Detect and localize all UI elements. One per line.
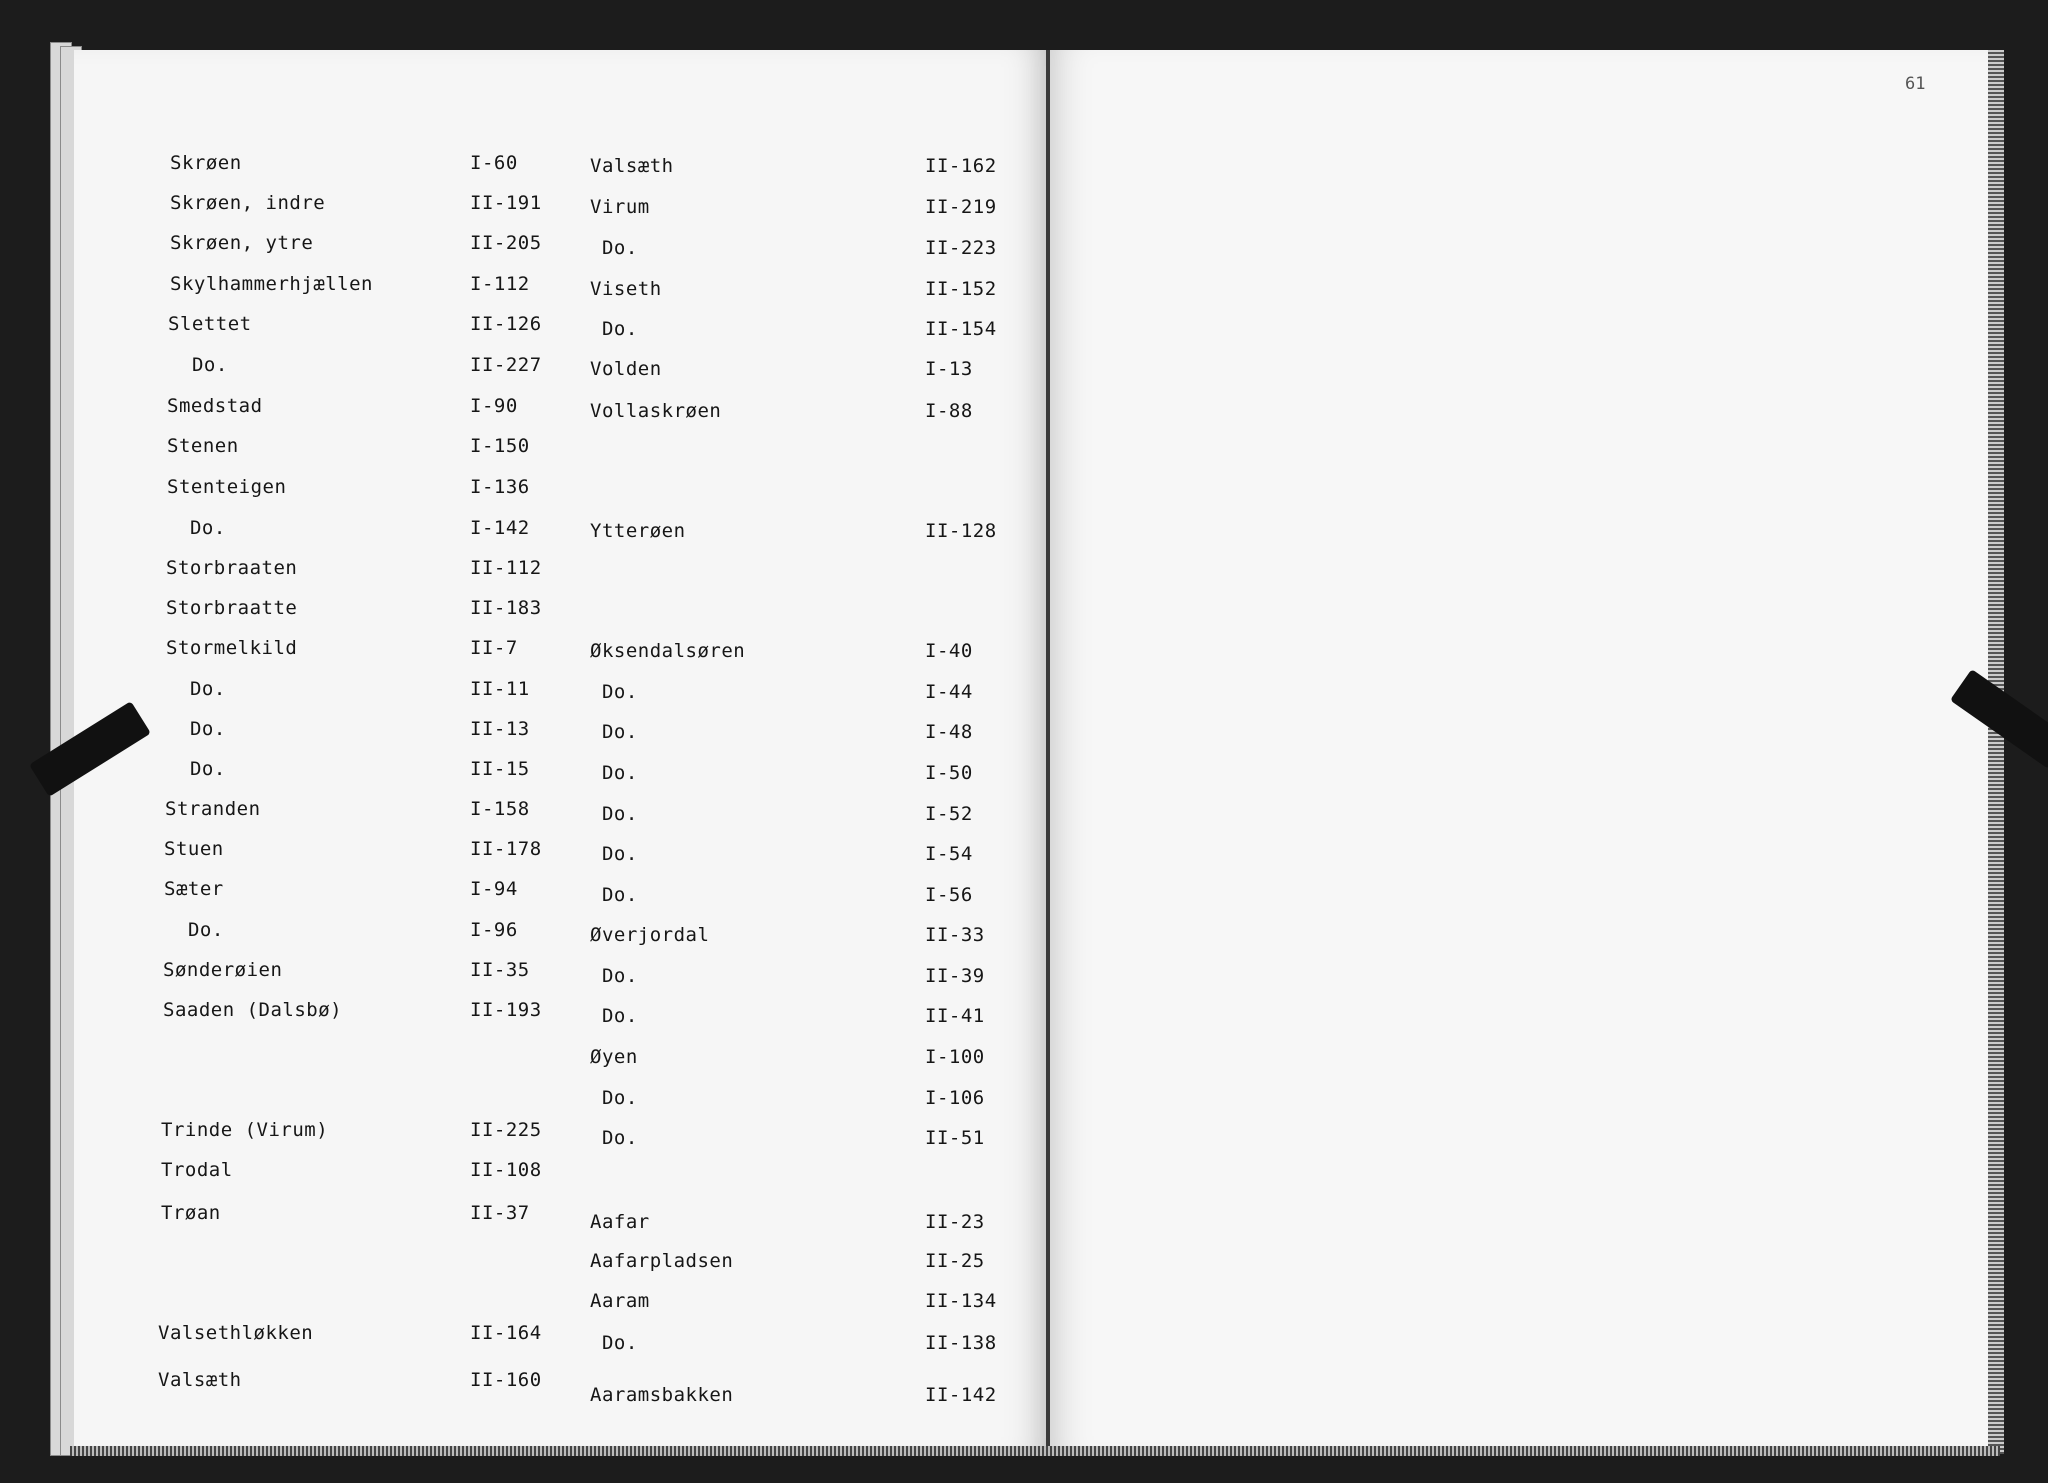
left-entry-ref: II-37 <box>470 1202 530 1224</box>
right-entry-ref: II-162 <box>925 155 997 177</box>
left-entry-ref: II-225 <box>470 1119 542 1141</box>
left-entry-name: Valsethløkken <box>158 1322 314 1344</box>
right-entry-name: Do. <box>590 1332 638 1354</box>
left-entry-ref: II-193 <box>470 999 542 1021</box>
right-entry-ref: II-23 <box>925 1211 985 1233</box>
right-entry-name: Aafar <box>590 1211 650 1233</box>
right-entry-ref: I-50 <box>925 762 973 784</box>
right-entry-name: Do. <box>590 681 638 703</box>
right-entry-name: Do. <box>590 1005 638 1027</box>
left-entry-ref: I-96 <box>470 919 518 941</box>
left-entry-ref: II-108 <box>470 1159 542 1181</box>
left-entry-ref: II-7 <box>470 637 518 659</box>
left-entry-ref: I-94 <box>470 878 518 900</box>
right-page <box>1050 50 1990 1454</box>
left-entry-name: Slettet <box>168 313 252 335</box>
right-entry-name: Do. <box>590 843 638 865</box>
left-entry-ref: II-164 <box>470 1322 542 1344</box>
left-entry-name: Skrøen, ytre <box>170 232 314 254</box>
right-entry-ref: II-33 <box>925 924 985 946</box>
left-entry-name: Do. <box>178 517 226 539</box>
left-entry-ref: II-35 <box>470 959 530 981</box>
left-entry-name: Stenteigen <box>167 476 287 498</box>
right-entry-ref: II-223 <box>925 237 997 259</box>
right-entry-name: Do. <box>590 721 638 743</box>
right-entry-name: Aafarpladsen <box>590 1250 734 1272</box>
left-entry-name: Skylhammerhjællen <box>170 273 373 295</box>
left-entry-ref: I-60 <box>470 152 518 174</box>
right-entry-name: Aaram <box>590 1290 650 1312</box>
left-entry-ref: I-136 <box>470 476 530 498</box>
left-entry-name: Valsæth <box>158 1369 242 1391</box>
right-entry-ref: II-142 <box>925 1384 997 1406</box>
right-entry-name: Do. <box>590 1127 638 1149</box>
left-entry-ref: II-227 <box>470 354 542 376</box>
left-entry-name: Do. <box>180 354 228 376</box>
left-entry-ref: II-191 <box>470 192 542 214</box>
left-page <box>74 50 1048 1454</box>
left-entry-ref: II-126 <box>470 313 542 335</box>
left-entry-name: Storbraaten <box>166 557 298 579</box>
right-entry-name: Do. <box>590 965 638 987</box>
left-entry-ref: I-150 <box>470 435 530 457</box>
left-entry-ref: I-90 <box>470 395 518 417</box>
left-entry-ref: II-178 <box>470 838 542 860</box>
left-entry-ref: II-13 <box>470 718 530 740</box>
left-entry-name: Do. <box>176 919 224 941</box>
right-entry-name: Viseth <box>590 278 662 300</box>
left-entry-name: Skrøen <box>170 152 242 174</box>
right-entry-ref: I-100 <box>925 1046 985 1068</box>
right-entry-name: Do. <box>590 803 638 825</box>
right-entry-ref: II-219 <box>925 196 997 218</box>
right-entry-ref: II-152 <box>925 278 997 300</box>
left-entry-name: Skrøen, indre <box>170 192 326 214</box>
right-entry-name: Øyen <box>590 1046 638 1068</box>
left-entry-ref: I-142 <box>470 517 530 539</box>
right-entry-name: Do. <box>590 318 638 340</box>
left-entry-ref: II-183 <box>470 597 542 619</box>
left-entry-name: Do. <box>178 718 226 740</box>
right-entry-ref: II-39 <box>925 965 985 987</box>
right-entry-name: Vollaskrøen <box>590 400 722 422</box>
left-entry-ref: II-112 <box>470 557 542 579</box>
left-entry-name: Stranden <box>165 798 261 820</box>
left-entry-name: Do. <box>178 758 226 780</box>
right-entry-ref: I-13 <box>925 358 973 380</box>
left-entry-name: Smedstad <box>167 395 263 417</box>
left-entry-name: Do. <box>178 678 226 700</box>
left-entry-name: Stormelkild <box>166 637 298 659</box>
right-entry-name: Aaramsbakken <box>590 1384 734 1406</box>
right-entry-name: Do. <box>590 762 638 784</box>
right-entry-name: Ytterøen <box>590 520 686 542</box>
left-entry-ref: II-11 <box>470 678 530 700</box>
right-entry-ref: II-25 <box>925 1250 985 1272</box>
right-entry-ref: II-154 <box>925 318 997 340</box>
left-entry-name: Trodal <box>161 1159 233 1181</box>
left-entry-ref: II-205 <box>470 232 542 254</box>
right-entry-name: Øksendalsøren <box>590 640 746 662</box>
right-entry-ref: I-44 <box>925 681 973 703</box>
right-entry-ref: II-138 <box>925 1332 997 1354</box>
right-entry-name: Volden <box>590 358 662 380</box>
left-entry-name: Stuen <box>164 838 224 860</box>
left-entry-ref: II-15 <box>470 758 530 780</box>
right-entry-name: Do. <box>590 884 638 906</box>
right-entry-name: Valsæth <box>590 155 674 177</box>
right-entry-name: Øverjordal <box>590 924 710 946</box>
right-entry-ref: I-56 <box>925 884 973 906</box>
right-entry-name: Virum <box>590 196 650 218</box>
right-entry-name: Do. <box>590 1087 638 1109</box>
bottom-page-edge <box>70 1446 2000 1456</box>
right-entry-ref: I-52 <box>925 803 973 825</box>
left-entry-ref: I-158 <box>470 798 530 820</box>
right-entry-ref: II-128 <box>925 520 997 542</box>
right-entry-ref: I-40 <box>925 640 973 662</box>
right-page-edge <box>1988 50 2004 1454</box>
right-entry-ref: I-54 <box>925 843 973 865</box>
left-entry-name: Sønderøien <box>163 959 283 981</box>
page-number: 61 <box>1905 74 1926 94</box>
left-entry-name: Trinde (Virum) <box>161 1119 329 1141</box>
right-entry-ref: I-88 <box>925 400 973 422</box>
left-entry-name: Trøan <box>161 1202 221 1224</box>
right-entry-ref: II-41 <box>925 1005 985 1027</box>
right-entry-name: Do. <box>590 237 638 259</box>
left-entry-name: Storbraatte <box>166 597 298 619</box>
right-entry-ref: I-106 <box>925 1087 985 1109</box>
right-entry-ref: I-48 <box>925 721 973 743</box>
right-entry-ref: II-51 <box>925 1127 985 1149</box>
open-book <box>20 36 2005 1454</box>
left-entry-ref: I-112 <box>470 273 530 295</box>
right-entry-ref: II-134 <box>925 1290 997 1312</box>
left-entry-ref: II-160 <box>470 1369 542 1391</box>
left-entry-name: Stenen <box>167 435 239 457</box>
left-entry-name: Sæter <box>164 878 224 900</box>
left-entry-name: Saaden (Dalsbø) <box>163 999 343 1021</box>
